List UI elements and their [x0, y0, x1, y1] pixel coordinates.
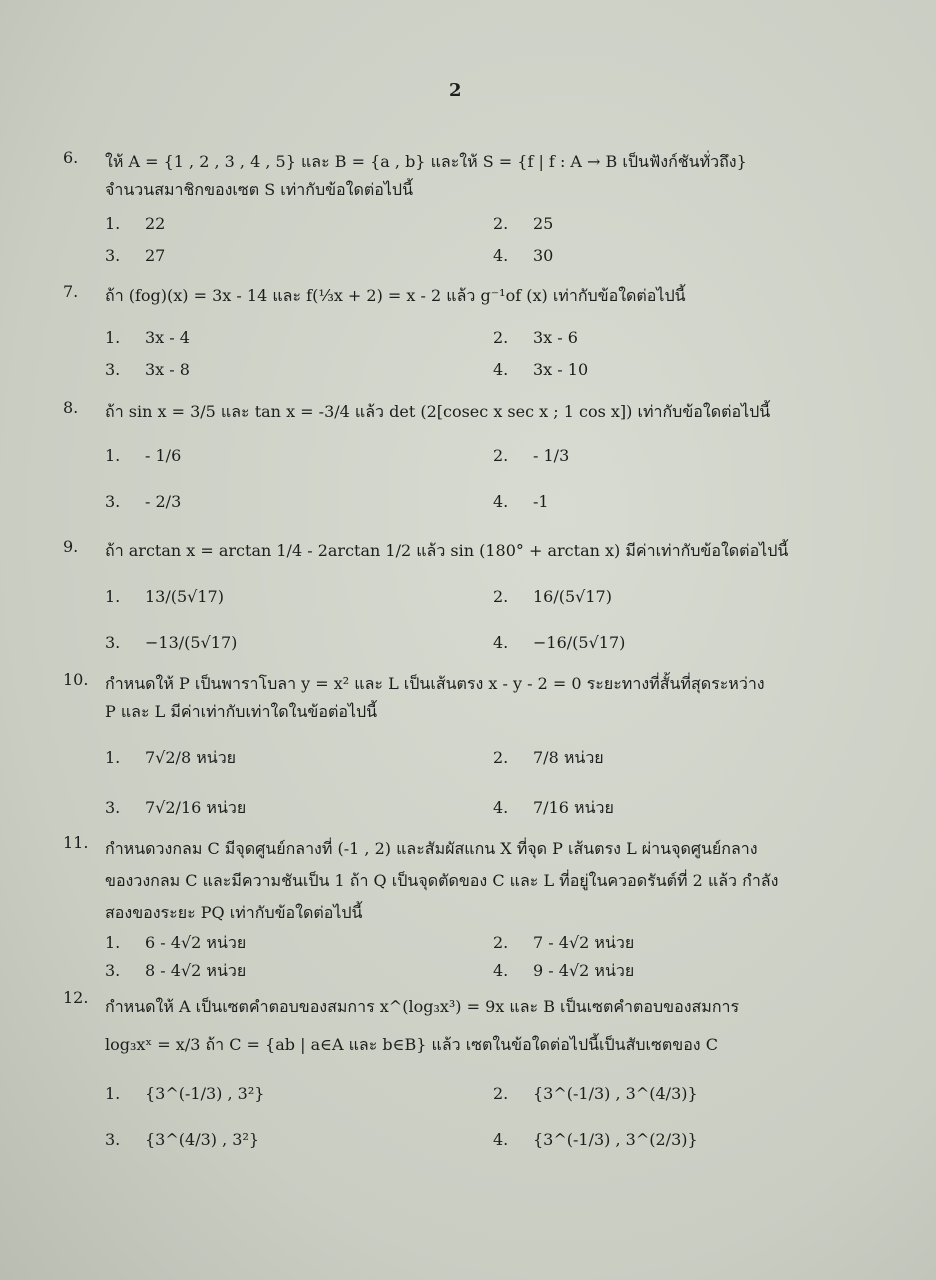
option: 2. - 1/3	[493, 446, 570, 465]
option: 4. 30	[493, 246, 554, 265]
question-number: 7.	[63, 282, 79, 301]
question-text: กำหนดวงกลม C มีจุดศูนย์กลางที่ (-1 , 2) และสัมผัสแกน X ที่จุด P เส้นตรง L ผ่านจุดศูนย์กลาง ของวงกลม C และมีความชันเป็น 1 ถ้า Q เป็นจุดตัดของ C และ L ที่อยู่ในควอดรันต์ที่ 2 แล้ว กำลัง สองของระยะ PQ เท่ากับข้อใดต่อไปนี้	[105, 839, 779, 922]
option: 2. {3^(-1/3) , 3^(4/3)}	[493, 1084, 698, 1103]
option: 3. - 2/3	[105, 492, 182, 511]
option: 4. 9 - 4√2 หน่วย	[493, 961, 635, 980]
option: 3. 27	[105, 246, 166, 265]
option: 3. 7√2/16 หน่วย	[105, 798, 247, 817]
option: 2. 25	[493, 214, 554, 233]
option: 4. -1	[493, 492, 549, 511]
option: 4. 7/16 หน่วย	[493, 798, 614, 817]
question-text: ให้ A = {1 , 2 , 3 , 4 , 5} และ B = {a , b} และให้ S = {f | f : A → B เป็นฟังก์ชันทั่วถึง} จำนวนสมาชิกของเซต S เท่ากับข้อใดต่อไปนี้	[105, 152, 747, 199]
question-number: 6.	[63, 148, 79, 167]
question-text: ถ้า (fog)(x) = 3x - 14 และ f(⅓x + 2) = x - 2 แล้ว g⁻¹of (x) เท่ากับข้อใดต่อไปนี้	[105, 286, 686, 305]
question-number: 9.	[63, 537, 79, 556]
option: 1. 6 - 4√2 หน่วย	[105, 933, 247, 952]
question-text: ถ้า arctan x = arctan 1/4 - 2arctan 1/2 แล้ว sin (180° + arctan x) มีค่าเท่ากับข้อใดต่อไปนี้	[105, 541, 789, 560]
option: 2. 7 - 4√2 หน่วย	[493, 933, 635, 952]
option: 4. 3x - 10	[493, 360, 589, 379]
question-number: 11.	[63, 833, 89, 852]
option: 1. 22	[105, 214, 166, 233]
option: 2. 3x - 6	[493, 328, 578, 347]
question-text: ถ้า sin x = 3/5 และ tan x = -3/4 แล้ว det (2[cosec x sec x ; 1 cos x]) เท่ากับข้อใดต่อไปนี้	[105, 402, 771, 421]
option: 3. {3^(4/3) , 3²}	[105, 1130, 260, 1149]
option: 1. - 1/6	[105, 446, 182, 465]
question-text: กำหนดให้ P เป็นพาราโบลา y = x² และ L เป็นเส้นตรง x - y - 2 = 0 ระยะทางที่สั้นที่สุดระหว่าง P และ L มีค่าเท่ากับเท่าใดในข้อต่อไปนี้	[105, 674, 765, 721]
question-text: กำหนดให้ A เป็นเซตคำตอบของสมการ x^(log₃x³) = 9x และ B เป็นเซตคำตอบของสมการ log₃xˣ = x/3 ถ้า C = {ab | a∈A และ b∈B} แล้ว เซตในข้อใดต่อไปนี้เป็นสับเซตของ C	[105, 997, 740, 1054]
option: 3. −13/(5√17)	[105, 633, 238, 652]
question-number: 8.	[63, 398, 79, 417]
option: 1. {3^(-1/3) , 3²}	[105, 1084, 265, 1103]
question-number: 12.	[63, 988, 89, 1007]
option: 4. {3^(-1/3) , 3^(2/3)}	[493, 1130, 698, 1149]
option: 2. 7/8 หน่วย	[493, 748, 604, 767]
question-number: 10.	[63, 670, 89, 689]
option: 3. 8 - 4√2 หน่วย	[105, 961, 247, 980]
option: 2. 16/(5√17)	[493, 587, 612, 606]
page-number: 2	[449, 80, 462, 101]
option: 1. 3x - 4	[105, 328, 190, 347]
option: 4. −16/(5√17)	[493, 633, 626, 652]
option: 3. 3x - 8	[105, 360, 190, 379]
option: 1. 13/(5√17)	[105, 587, 224, 606]
option: 1. 7√2/8 หน่วย	[105, 748, 237, 767]
